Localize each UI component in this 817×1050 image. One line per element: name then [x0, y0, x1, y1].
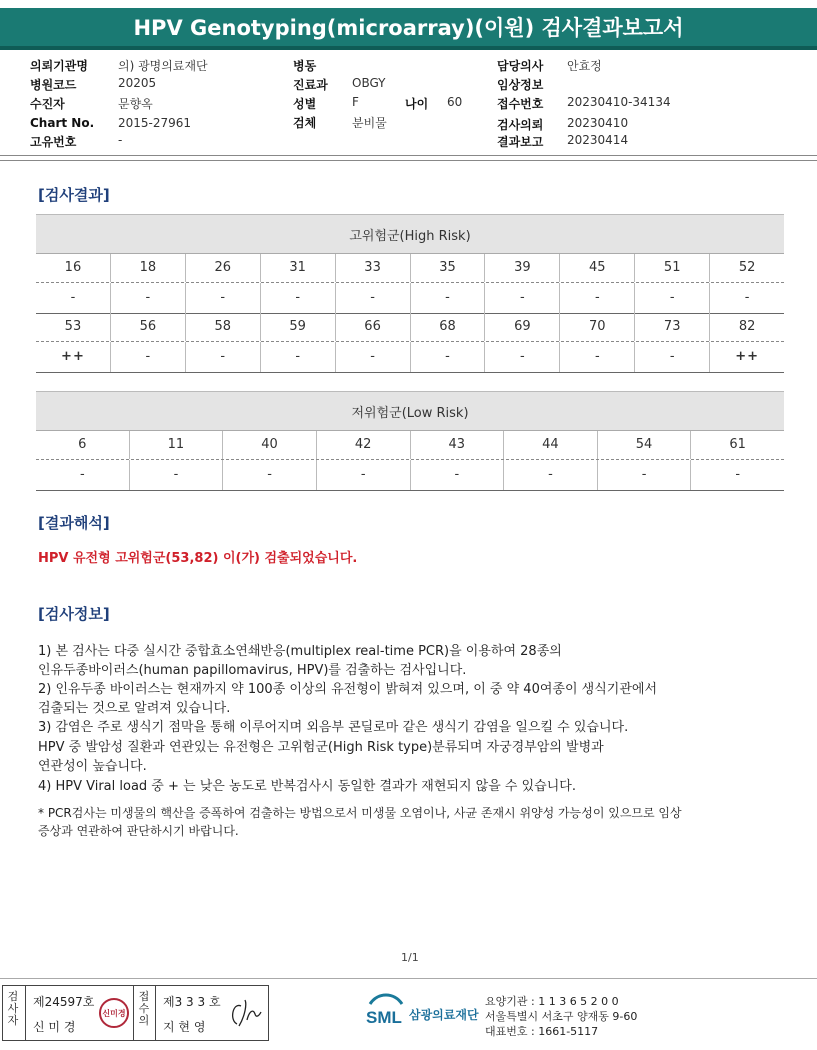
info-line: 인유두종바이러스(human papillomavirus, HPV)를 검출하는 검사입니다.	[38, 663, 467, 678]
low-risk-header: 저위험군(Low Risk)	[36, 391, 784, 431]
info-line: 1) 본 검사는 다중 실시간 중합효소연쇄반응(multiplex real-time PCR)을 이용하여 28종의	[38, 644, 562, 659]
value-doctor: 안효정	[567, 59, 602, 73]
header-divider-2	[0, 160, 817, 161]
result-cell-positive: ++	[61, 349, 85, 364]
genotype-cell: 35	[410, 254, 485, 282]
result-cell: -	[484, 283, 559, 313]
value-unique-no: -	[118, 133, 123, 147]
result-cell: -	[634, 283, 709, 313]
label-doctor: 담당의사	[497, 59, 544, 73]
info-line: 3) 감염은 주로 생식기 점막을 통해 이루어지며 외음부 콘딜로마 같은 생식기 감염을 일으킬 수 있습니다.	[38, 720, 629, 735]
label-sex: 성별	[293, 97, 317, 111]
label-department: 진료과	[293, 78, 328, 92]
result-cell: -	[185, 283, 260, 313]
result-cell: -	[222, 460, 316, 490]
signature-icon	[225, 994, 263, 1032]
high-risk-results-row-1	[36, 283, 784, 314]
genotype-cell: 31	[260, 254, 335, 282]
result-cell: -	[110, 342, 185, 372]
genotype-cell: 51	[634, 254, 709, 282]
genotype-cell: 66	[335, 313, 410, 341]
genotype-cell: 56	[110, 313, 185, 341]
genotype-cell: 42	[316, 431, 410, 459]
value-receipt-no: 20230410-34134	[567, 95, 671, 109]
label-patient: 수진자	[30, 97, 65, 111]
result-cell: -	[185, 342, 260, 372]
signature-box	[2, 985, 269, 1041]
low-risk-types-row	[36, 431, 784, 460]
label-clinical-info: 임상정보	[497, 78, 544, 92]
results-section-title: [검사결과]	[38, 186, 110, 204]
result-cell: -	[709, 283, 784, 313]
info-section-title: [검사정보]	[38, 605, 110, 623]
genotype-cell: 45	[559, 254, 634, 282]
sml-logo-icon	[364, 990, 408, 1030]
genotype-cell: 58	[185, 313, 260, 341]
high-risk-types-row-2	[36, 313, 784, 342]
tester-stamp-icon: 신미경	[99, 998, 129, 1028]
result-cell: -	[559, 283, 634, 313]
label-age: 나이	[405, 97, 429, 111]
label-institution: 의뢰기관명	[30, 59, 88, 73]
genotype-cell: 70	[559, 313, 634, 341]
header-divider	[0, 155, 817, 156]
result-cell: -	[260, 283, 335, 313]
agency-code: 요양기관 : 1 1 3 6 5 2 0 0	[485, 995, 619, 1008]
report-title: HPV Genotyping(microarray)(이원) 검사결과보고서	[0, 8, 817, 50]
result-cell: -	[335, 342, 410, 372]
genotype-cell: 54	[597, 431, 691, 459]
label-report-date: 결과보고	[497, 135, 544, 149]
result-cell: -	[503, 460, 597, 490]
genotype-cell: 44	[503, 431, 597, 459]
genotype-cell: 16	[64, 260, 82, 275]
confirmer-name: 지 현 영	[163, 1020, 206, 1034]
low-risk-results-row	[36, 460, 784, 491]
genotype-cell: 53	[64, 319, 82, 334]
result-cell: -	[316, 460, 410, 490]
tester-name: 신 미 경	[33, 1020, 76, 1034]
interpretation-text: HPV 유전형 고위험군(53,82) 이(가) 검출되었습니다.	[38, 551, 358, 566]
note-line: * PCR검사는 미생물의 핵산을 증폭하여 검출하는 방법으로서 미생물 오염이나, 사균 존재시 위양성 가능성이 있으므로 임상	[38, 806, 682, 820]
label-specimen: 검체	[293, 116, 317, 130]
result-cell: -	[410, 283, 485, 313]
info-line: 4) HPV Viral load 중 + 는 낮은 농도로 반복검사시 동일한 결과가 재현되지 않을 수 있습니다.	[38, 779, 576, 794]
org-phone: 대표번호 : 1661-5117	[485, 1025, 599, 1038]
result-cell: -	[335, 283, 410, 313]
value-department: OBGY	[352, 76, 386, 90]
high-risk-results-row-2	[36, 342, 784, 373]
label-request-date: 검사의뢰	[497, 118, 544, 132]
genotype-cell: 40	[222, 431, 316, 459]
value-patient: 문향옥	[118, 97, 153, 111]
result-cell: -	[79, 467, 85, 482]
result-cell: -	[410, 342, 485, 372]
confirmer-label: 접 수 의	[138, 990, 150, 1027]
label-receipt-no: 접수번호	[497, 97, 544, 111]
value-report-date: 20230414	[567, 133, 629, 147]
result-cell: -	[110, 283, 185, 313]
genotype-cell: 61	[690, 431, 784, 459]
genotype-cell: 11	[129, 431, 223, 459]
value-specimen: 분비물	[352, 116, 387, 130]
result-cell: -	[559, 342, 634, 372]
tester-license-no: 제24597호	[33, 995, 95, 1009]
genotype-cell: 59	[260, 313, 335, 341]
genotype-cell: 69	[484, 313, 559, 341]
result-cell-positive: ++	[709, 342, 784, 372]
genotype-cell: 6	[78, 437, 87, 452]
info-line: 연관성이 높습니다.	[38, 759, 147, 774]
result-cell: -	[70, 290, 76, 305]
label-chart-no: Chart No.	[30, 116, 95, 130]
value-request-date: 20230410	[567, 116, 629, 130]
label-hospital-code: 병원코드	[30, 78, 77, 92]
genotype-cell: 68	[410, 313, 485, 341]
result-cell: -	[634, 342, 709, 372]
genotype-cell: 18	[110, 254, 185, 282]
label-ward: 병동	[293, 59, 317, 73]
result-cell: -	[129, 460, 223, 490]
confirmer-license-no: 제3 3 3 호	[163, 995, 221, 1009]
value-institution: 의) 광명의료재단	[118, 59, 208, 73]
value-age: 60	[447, 95, 463, 109]
info-line: HPV 중 발암성 질환과 연관있는 유전형은 고위험군(High Risk type)분류되며 자궁경부암의 발병과	[38, 740, 604, 755]
result-cell: -	[690, 460, 784, 490]
info-line: 2) 인유두종 바이러스는 현재까지 약 100종 이상의 유전형이 밝혀져 있으며, 이 중 약 40여종이 생식기관에서	[38, 682, 658, 697]
interpretation-section-title: [결과해석]	[38, 514, 110, 532]
genotype-cell: 26	[185, 254, 260, 282]
svg-text:SML: SML	[366, 1008, 402, 1027]
value-hospital-code: 20205	[118, 76, 157, 90]
genotype-cell: 43	[410, 431, 504, 459]
high-risk-header: 고위험군(High Risk)	[36, 214, 784, 254]
genotype-cell: 73	[634, 313, 709, 341]
info-line: 검출되는 것으로 알려져 있습니다.	[38, 701, 231, 716]
result-cell: -	[260, 342, 335, 372]
value-sex: F	[352, 95, 359, 109]
high-risk-types-row-1	[36, 254, 784, 283]
genotype-cell: 39	[484, 254, 559, 282]
result-cell: -	[484, 342, 559, 372]
genotype-cell: 82	[709, 313, 784, 341]
page-number: 1/1	[401, 951, 419, 964]
note-line: 증상과 연관하여 판단하시기 바랍니다.	[38, 824, 239, 838]
tester-label: 검 사 자	[7, 990, 19, 1027]
genotype-cell: 52	[709, 254, 784, 282]
label-unique-no: 고유번호	[30, 135, 77, 149]
result-cell: -	[410, 460, 504, 490]
footer-divider	[0, 978, 817, 979]
genotype-cell: 33	[335, 254, 410, 282]
org-name: 삼광의료재단	[409, 1008, 479, 1022]
value-chart-no: 2015-27961	[118, 116, 192, 130]
result-cell: -	[597, 460, 691, 490]
org-address: 서울특별시 서초구 양재동 9-60	[485, 1010, 638, 1023]
